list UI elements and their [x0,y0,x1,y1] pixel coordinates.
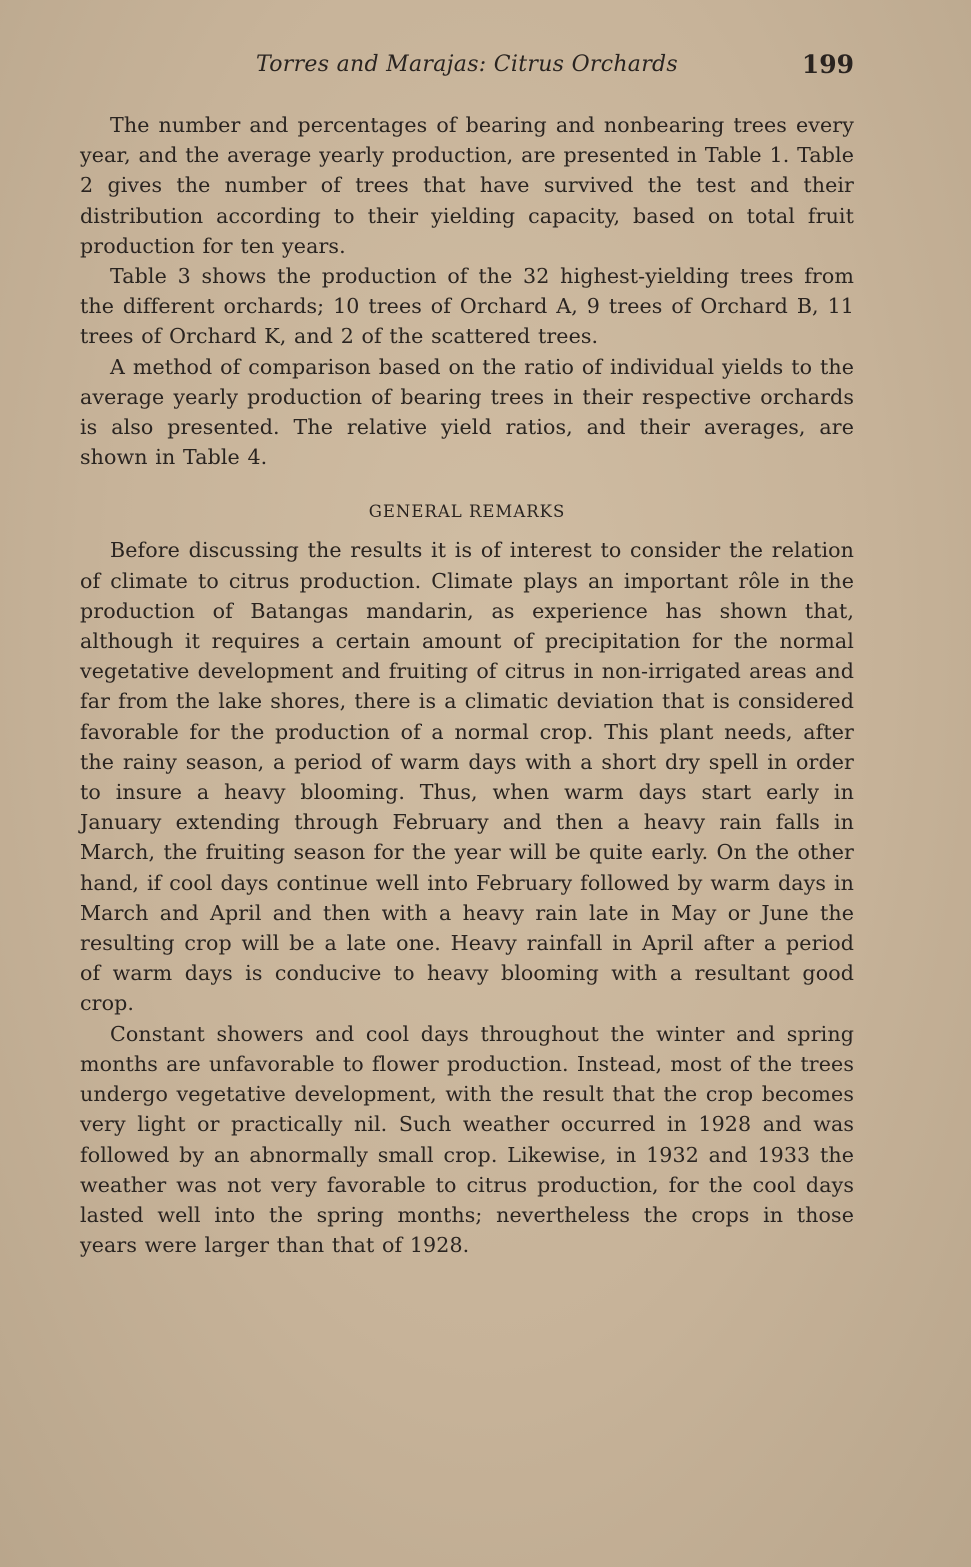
book-page [80,52,854,1260]
running-head [80,52,854,88]
paragraph-tables-intro: The number and percentages of bearing and nonbearing trees every year, and the average yearly production, are presented in Table 1. Table 2 gives the number of trees that have survived the test and their distribution according to their yielding capacity, based on total fruit production for ten years. [80,113,854,258]
paragraph-climate: Before discussing the results it is of interest to consider the relation of climate to citrus production. Climate plays an important rôle in the production of Batangas mandarin, as experience has shown that, although it requires a certain amount of precipitation for the normal vegetative development and fruiting of citrus in non-irrigated areas and far from the lake shores, there is a climatic deviation that is considered favorable for the production of a normal crop. This plant needs, after the rainy season, a period of warm days with a short dry spell in order to insure a heavy blooming. Thus, when warm days start early in January extending through February and then a heavy rain falls in March, the fruiting season for the year will be quite early. On the other hand, if cool days continue well into February followed by warm days in March and April and then with a heavy rain late in May or June the resulting crop will be a late one. Heavy rainfall in April after a period of warm days is conducive to heavy blooming with a resultant good crop. [80,538,854,1016]
paragraph-comparison-method: A method of comparison based on the ratio of individual yields to the average yearly production of bearing trees in their respective orchards is also presented. The relative yield ratios, and their averages, are shown in Table 4. [80,354,854,470]
paragraph-showers: Constant showers and cool days throughout the winter and spring months are unfavorable to flower production. Instead, most of the trees undergo vegetative development, with the result that the crop becomes very light or practically nil. Such weather occurred in 1928 and was followed by an abnormally small crop. Likewise, in 1932 and 1933 the weather was not very favorable to citrus production, for the cool days lasted well into the spring months; nevertheless the crops in those years were larger than that of 1928. [80,1021,854,1258]
section-heading: GENERAL REMARKS [368,502,566,522]
paragraph-table3: Table 3 shows the production of the 32 highest-yielding trees from the different orchards; 10 trees of Orchard A, 9 trees of Orchard B, 11 trees of Orchard K, and 2 of the scattered trees. [80,264,854,349]
body-text [80,110,854,1260]
page-number: 199 [801,50,854,79]
running-title: Torres and Marajas: Citrus Orchards [255,52,679,77]
